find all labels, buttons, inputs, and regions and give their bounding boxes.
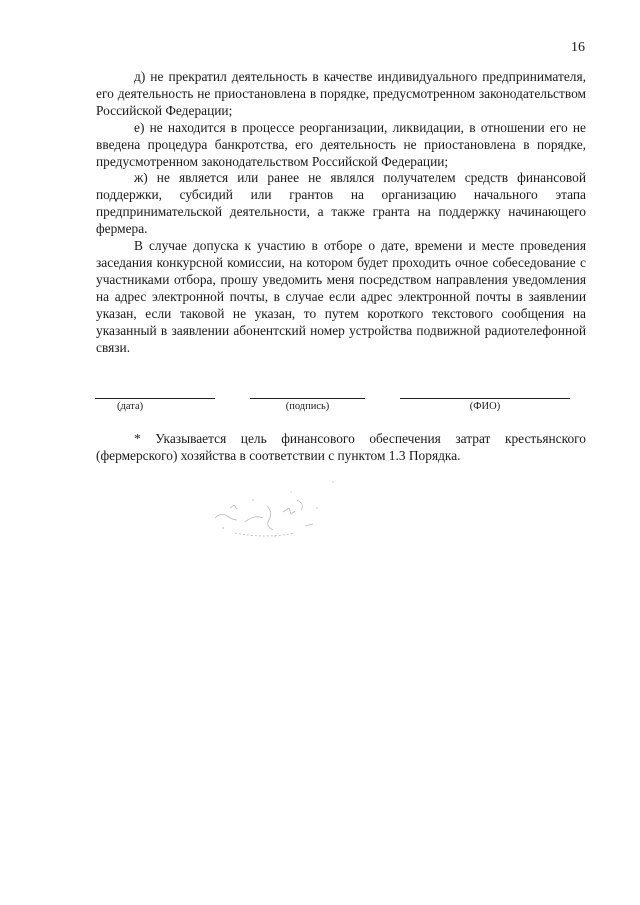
faint-stamp-mark (205, 478, 355, 553)
date-caption: (дата) (117, 401, 144, 412)
name-field (400, 398, 570, 412)
paragraph-d: д) не прекратил деятельность в качестве индивидуального предпринимателя, его деятельность не приостановлена в порядке, предусмотренном законодательством Российской Федерации; (96, 69, 586, 118)
signature-caption: (подпись) (285, 401, 330, 412)
date-field (95, 398, 215, 412)
paragraph-e: е) не находится в процессе реорганизации, ликвидации, в отношении его не введена процедура банкротства, его деятельность не приостановлена в порядке, предусмотренном законодательством Российской Федерации; (96, 119, 586, 169)
paragraph-notification: В случае допуска к участию в отборе о дате, времени и месте проведения заседания конкурсной комиссии, на котором будет проходить очное собеседование с участниками отбора, прошу уведомить меня посредством направления уведомления на адрес электронной почты, в случае если адрес электронной почты в заявлении указан, если таковой не указан, то путем короткого текстового сообщения на указанный в заявлении абонентский номер устройства подвижной радиотелефонной связи. (96, 238, 586, 355)
footnote (96, 430, 586, 464)
name-caption: (ФИО) (469, 401, 501, 412)
date-line (95, 398, 215, 399)
name-line (400, 398, 570, 399)
signature-field (250, 398, 365, 412)
page-number: 16 (571, 40, 585, 55)
paragraph-zh: ж) не является или ранее не являлся получателем средств финансовой поддержки, субсидий или грантов на организацию начального этапа предпринимательской деятельности, а также гранта на поддержку начинающего фермера. (96, 170, 586, 237)
signature-line (250, 398, 365, 399)
signature-row (0, 398, 640, 428)
footnote-text: * Указывается цель финансового обеспечения затрат крестьянского (фермерского) хозяйства в соответствии с пунктом 1.3 Порядка. (96, 431, 586, 463)
body-text (96, 69, 586, 356)
